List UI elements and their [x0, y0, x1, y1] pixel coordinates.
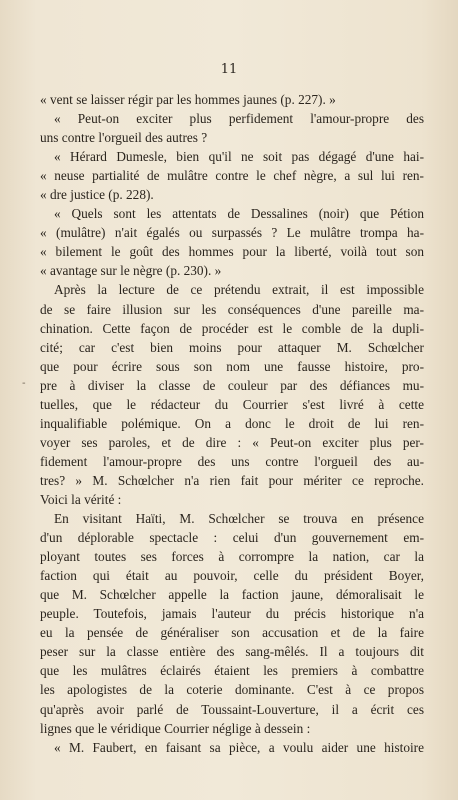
text-line: « dre justice (p. 228).: [40, 187, 154, 203]
text-line: « bilement le goût des hommes pour la liberté, voilà tout son: [40, 244, 424, 260]
text-line: lignes que le véridique Courrier néglige à dessein :: [40, 720, 311, 736]
body-text: [40, 90, 424, 757]
text-line: inqualifiable polémique. On a donc le droit de lui ren-: [40, 415, 424, 431]
text-line: tres? » M. Schœlcher n'a rien fait pour mériter ce reproche.: [40, 472, 424, 488]
text-line: ployant toutes ses forces à corrompre la nation, car la: [40, 549, 424, 565]
text-line: qu'après avoir parlé de Toussaint-Louverture, il a écrit ces: [40, 701, 424, 717]
text-line: « (mulâtre) n'ait égalés ou surpassés ? Le mulâtre trompa ha-: [40, 225, 424, 241]
text-line: eu la pensée de généraliser son accusation et de la faire: [40, 625, 424, 641]
text-line: que les mulâtres éclairés étaient les premiers à combattre: [40, 663, 424, 679]
text-line: « vent se laisser régir par les hommes jaunes (p. 227). »: [40, 92, 336, 107]
text-line: d'un déplorable spectacle : celui d'un gouvernement em-: [40, 530, 424, 546]
text-line: « avantage sur le nègre (p. 230). »: [40, 263, 222, 279]
text-line: « Peut-on exciter plus perfidement l'amour-propre des: [54, 111, 424, 127]
text-line: « Quels sont les attentats de Dessalines (noir) que Pétion: [54, 206, 424, 222]
text-line: fidement l'amour-propre des uns contre l'orgueil des au-: [40, 453, 424, 469]
text-line: « M. Faubert, en faisant sa pièce, a voulu aider une histoire: [54, 739, 424, 755]
text-line: voyer ses paroles, et de dire : « Peut-on exciter plus per-: [40, 434, 424, 450]
text-line: peuple. Toutefois, jamais l'auteur du précis historique n'a: [40, 606, 424, 622]
text-line: peser sur la classe entière des sang-mêlés. Il a toujours dit: [40, 644, 424, 660]
text-line: chination. Cette façon de procéder est le comble de la dupli-: [40, 320, 424, 336]
page-number: 11: [220, 62, 238, 77]
text-line: Voici la vérité :: [40, 491, 122, 507]
text-line: faction qui était au pouvoir, celle du président Boyer,: [40, 568, 424, 584]
text-line: cité; car c'est bien moins pour attaquer M. Schœlcher: [40, 339, 424, 355]
text-line: « neuse partialité de mulâtre contre le chef nègre, a sul lui ren-: [40, 168, 424, 184]
text-line: tuelles, que le rédacteur du Courrier s'est livré à cette: [40, 396, 424, 412]
text-line: que M. Schœlcher appelle la faction jaune, démoralisait le: [40, 587, 424, 603]
text-line: « Hérard Dumesle, bien qu'il ne soit pas dégagé d'une hai-: [54, 149, 424, 165]
text-line: uns contre l'orgueil des autres ?: [40, 130, 208, 146]
text-line: Après la lecture de ce prétendu extrait, il est impossible: [54, 282, 424, 298]
text-line: En visitant Haïti, M. Schœlcher se trouva en présence: [54, 511, 424, 527]
text-line: les apologistes de la coterie dominante. C'est à ce propos: [40, 682, 424, 698]
text-line: de se faire illusion sur les conséquences d'une pareille ma-: [40, 301, 424, 317]
text-line: pre à diviser la classe de couleur par des défiances mu-: [40, 377, 424, 393]
margin-mark: -: [22, 378, 26, 389]
text-line: que pour écrire sous son nom une fausse histoire, pro-: [40, 358, 424, 374]
